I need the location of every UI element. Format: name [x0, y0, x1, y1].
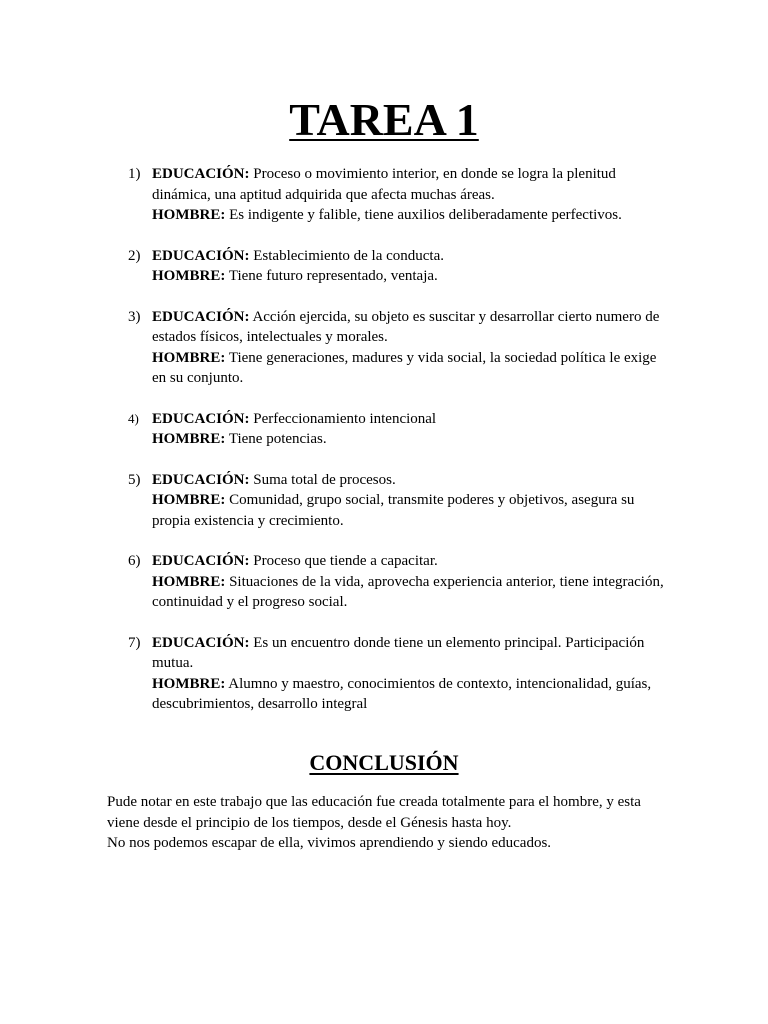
- item-number: 1): [128, 166, 141, 182]
- list-item: [128, 633, 664, 715]
- education-definition: [152, 246, 664, 267]
- man-label: HOMBRE:: [152, 675, 226, 692]
- conclusion-title: CONCLUSIÓN: [309, 750, 459, 775]
- education-label: EDUCACIÓN:: [152, 308, 250, 325]
- list-item: [128, 470, 664, 532]
- education-label: EDUCACIÓN:: [152, 410, 250, 427]
- item-number: 3): [128, 308, 141, 325]
- item-number: 7): [128, 634, 141, 651]
- man-definition: [152, 205, 664, 226]
- conclusion-body: [107, 792, 667, 854]
- education-label: EDUCACIÓN:: [152, 553, 250, 569]
- education-text: Proceso que tiende a capacitar.: [253, 553, 438, 569]
- conclusion-paragraph: Pude notar en este trabajo que las educación fue creada totalmente para el hombre, y esta viene desde el principio de los tiempos, desde el Génesis hasta hoy.: [107, 794, 641, 831]
- man-text: Es indigente y falible, tiene auxilios deliberadamente perfectivos.: [229, 207, 622, 223]
- education-label: EDUCACIÓN:: [152, 166, 250, 182]
- man-label: HOMBRE:: [152, 431, 226, 447]
- man-text: Tiene generaciones, madures y vida social, la sociedad política le exige en su conjunto.: [152, 349, 657, 386]
- education-definition: [152, 307, 664, 348]
- list-item: [128, 246, 664, 287]
- education-definition: [152, 551, 664, 572]
- education-definition: [152, 164, 664, 205]
- education-definition: [152, 409, 664, 430]
- man-text: Tiene futuro representado, ventaja.: [228, 268, 438, 284]
- education-label: EDUCACIÓN:: [152, 247, 250, 264]
- education-text: Suma total de procesos.: [253, 471, 396, 488]
- education-text: Acción ejercida, su objeto es suscitar y desarrollar cierto numero de estados físicos, intelectuales y morales.: [152, 308, 660, 345]
- man-text: Comunidad, grupo social, transmite poderes y objetivos, asegura su propia existencia y crecimiento.: [152, 492, 635, 529]
- man-definition: [152, 348, 664, 389]
- education-text: Perfeccionamiento intencional: [253, 410, 437, 427]
- list-item: [128, 307, 664, 389]
- page-title: TAREA 1: [289, 94, 479, 145]
- list-item: [128, 164, 664, 226]
- item-number: 2): [128, 247, 141, 264]
- list-item: [128, 409, 664, 450]
- man-definition: [152, 572, 664, 613]
- education-definition: [152, 633, 664, 674]
- conclusion-paragraph: No nos podemos escapar de ella, vivimos aprendiendo y siendo educados.: [107, 835, 552, 851]
- education-label: EDUCACIÓN:: [152, 634, 250, 651]
- man-definition: [152, 266, 664, 287]
- education-text: Establecimiento de la conducta.: [253, 247, 445, 264]
- man-label: HOMBRE:: [152, 573, 226, 590]
- education-label: EDUCACIÓN:: [152, 471, 250, 488]
- man-definition: [152, 429, 664, 450]
- man-text: Tiene potencias.: [228, 431, 327, 447]
- man-label: HOMBRE:: [152, 492, 226, 508]
- definitions-list: [0, 164, 768, 735]
- man-text: Situaciones de la vida, aprovecha experiencia anterior, tiene integración, continuidad y el progreso social.: [152, 573, 664, 610]
- item-number: 4): [128, 410, 139, 426]
- man-label: HOMBRE:: [152, 349, 226, 366]
- education-text: Es un encuentro donde tiene un elemento principal. Participación mutua.: [152, 634, 645, 671]
- man-text: Alumno y maestro, conocimientos de contexto, intencionalidad, guías, descubrimientos, desarrollo integral: [152, 675, 652, 712]
- item-number: 5): [128, 471, 141, 488]
- education-text: Proceso o movimiento interior, en donde se logra la plenitud dinámica, una aptitud adquirida que afecta muchas áreas.: [152, 166, 616, 203]
- list-item: [128, 551, 664, 613]
- man-definition: [152, 674, 664, 715]
- man-label: HOMBRE:: [152, 207, 226, 223]
- man-definition: [152, 490, 664, 531]
- education-definition: [152, 470, 664, 491]
- item-number: 6): [128, 553, 141, 569]
- man-label: HOMBRE:: [152, 268, 226, 284]
